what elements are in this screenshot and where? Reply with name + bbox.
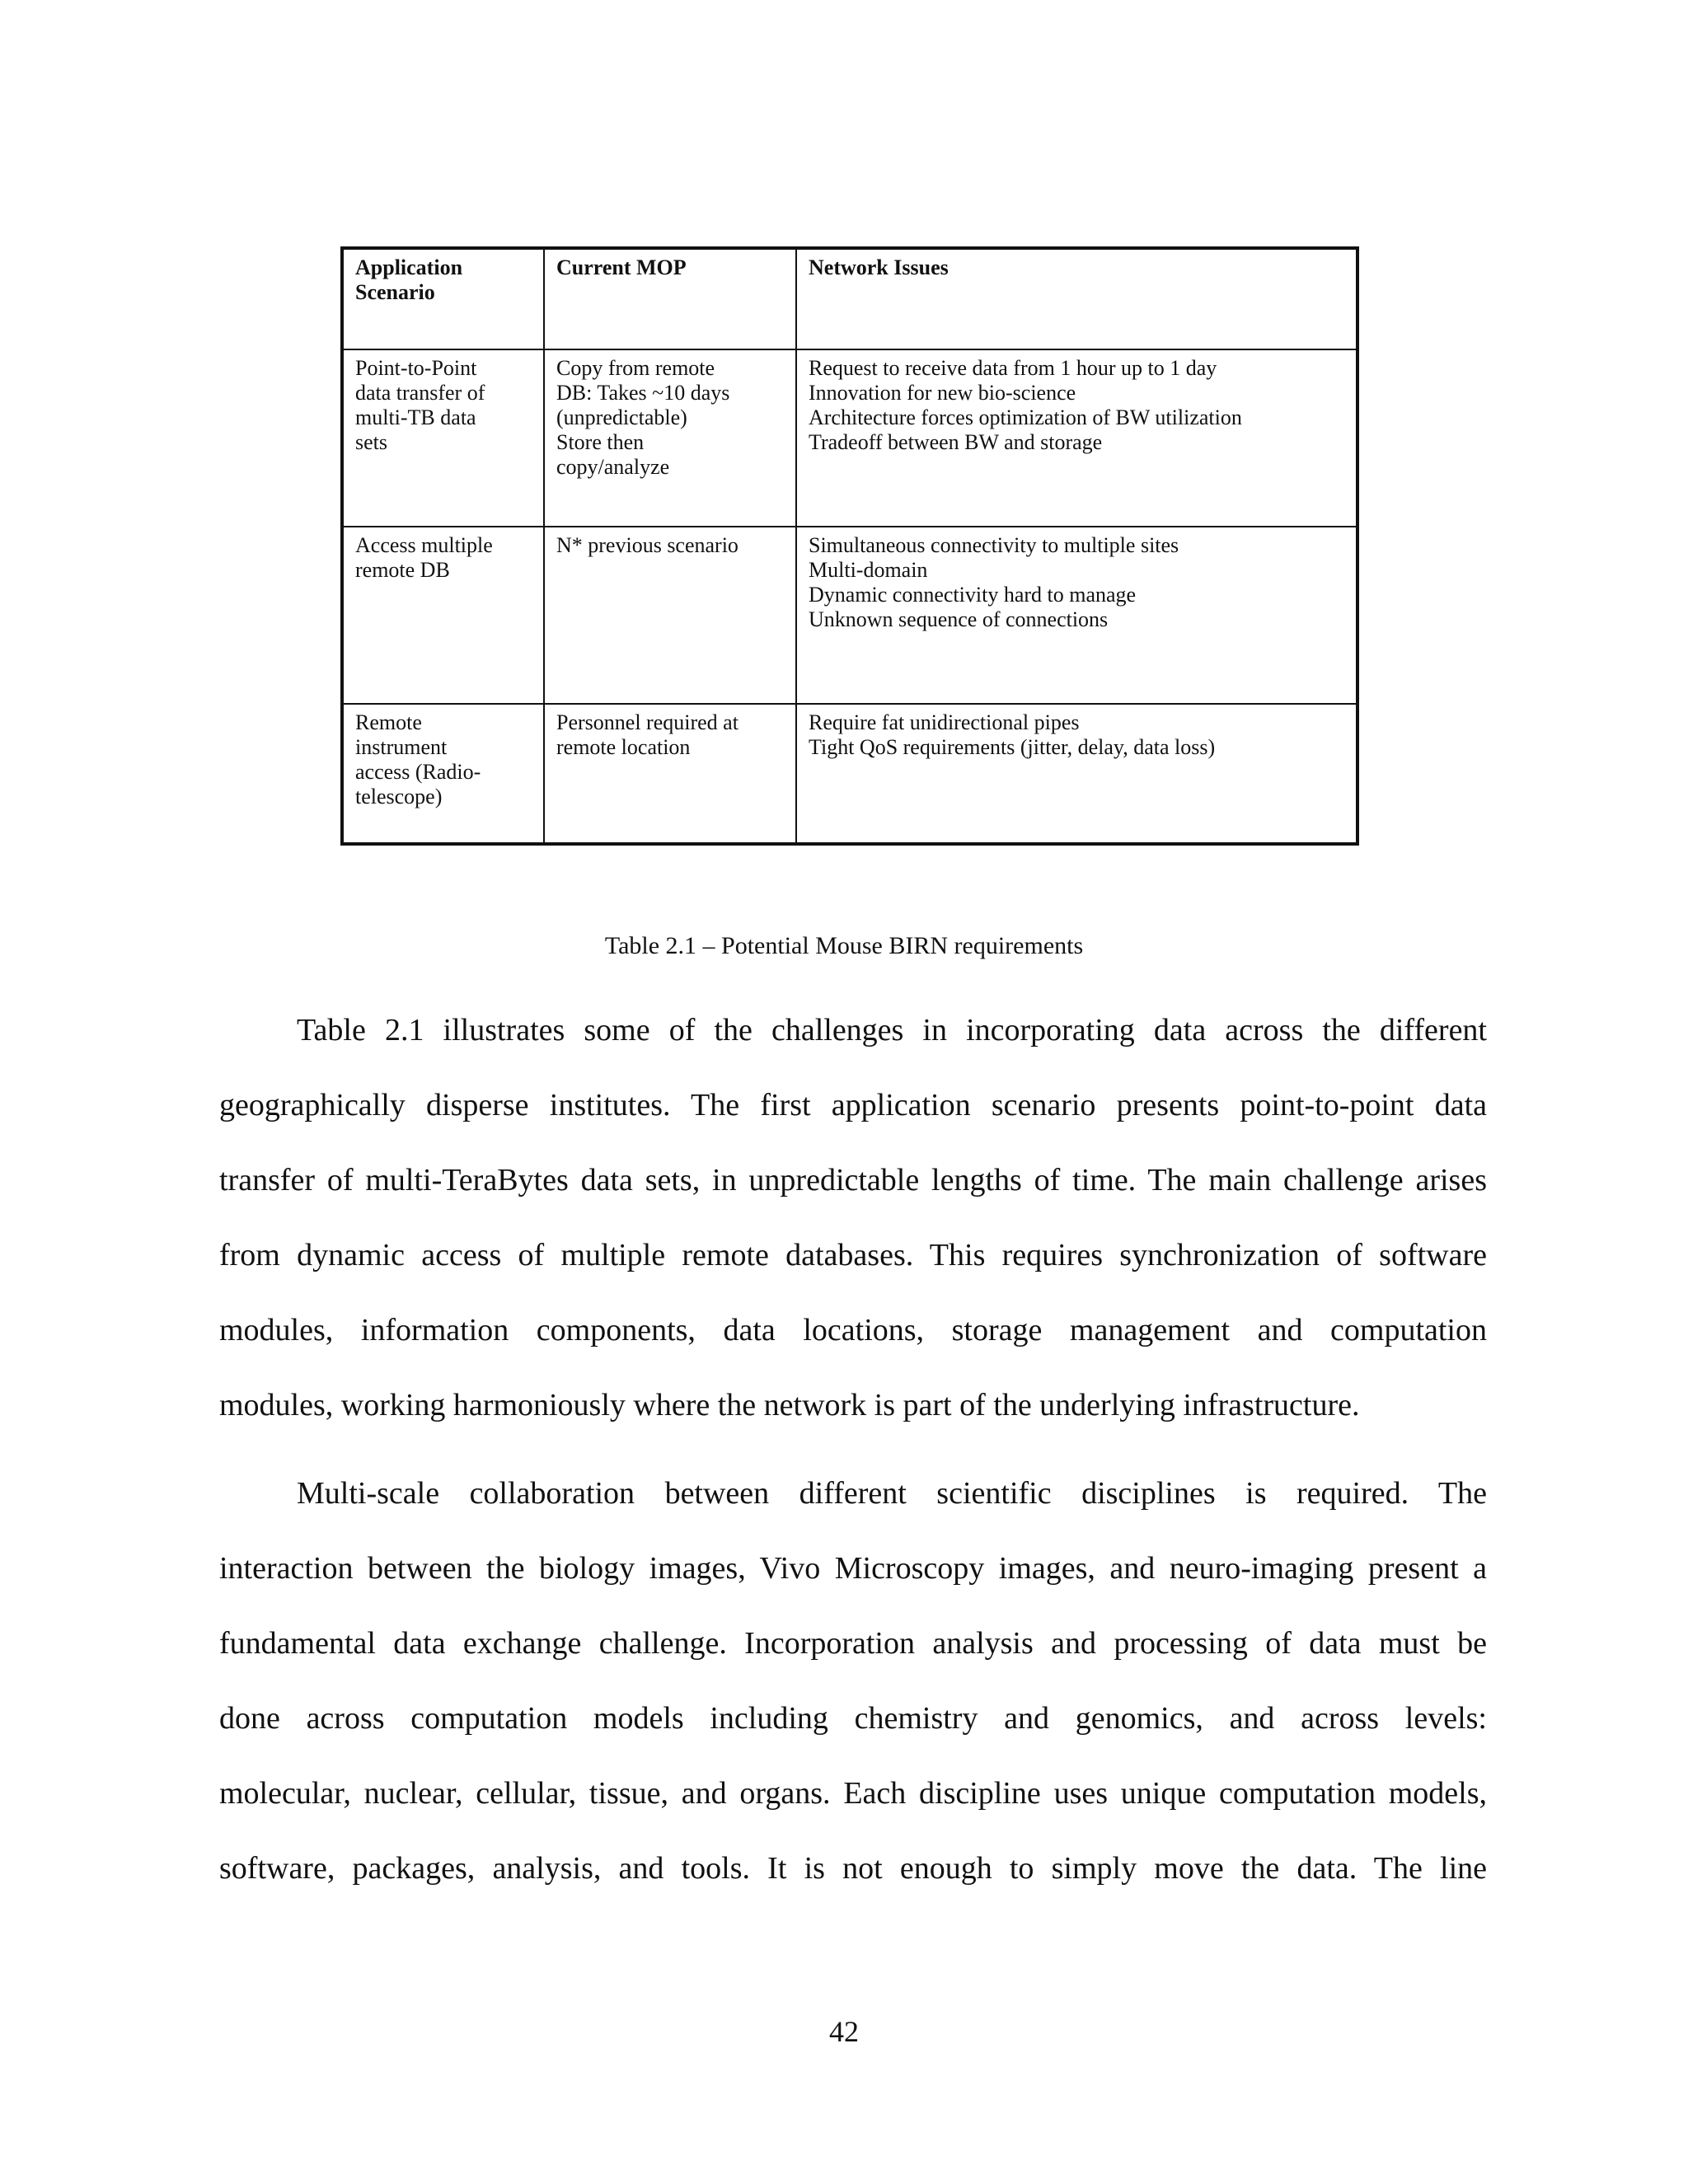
- cell-line: instrument: [355, 735, 448, 759]
- table-row: [342, 349, 1357, 527]
- table-cell-issues: [796, 349, 1357, 527]
- cell-line: Dynamic connectivity hard to manage: [809, 583, 1137, 607]
- cell-line: Multi-domain: [809, 558, 928, 582]
- text-line: geographically disperse institutes. The first application scenario presents point-to-point data: [219, 1088, 1487, 1122]
- header-network-issues: [796, 248, 1357, 349]
- text-line: done across computation models including chemistry and genomics, and across levels:: [219, 1701, 1487, 1736]
- cell-line: data transfer of: [355, 381, 485, 405]
- cell-line: sets: [355, 430, 387, 454]
- text-line: molecular, nuclear, cellular, tissue, and organs. Each discipline uses unique computation models,: [219, 1776, 1487, 1811]
- text-line: modules, information components, data locations, storage management and computation: [219, 1313, 1487, 1347]
- cell-line: access (Radio-: [355, 760, 481, 784]
- table-cell-scenario: [342, 349, 544, 527]
- table-row: [342, 704, 1357, 844]
- header-application-scenario: [342, 248, 544, 349]
- table-cell-mop: [544, 704, 796, 844]
- cell-line: Require fat unidirectional pipes: [809, 710, 1080, 734]
- cell-line: N* previous scenario: [556, 533, 738, 557]
- table-caption: Table 2.1 – Potential Mouse BIRN requirements: [604, 932, 1084, 959]
- paragraph: [219, 1012, 1487, 1462]
- cell-line: remote location: [556, 735, 691, 759]
- table-header-row: [342, 248, 1357, 349]
- table-row: [342, 527, 1357, 704]
- table-cell-scenario: [342, 527, 544, 704]
- text-line: Table 2.1 illustrates some of the challenges in incorporating data across the different: [297, 1013, 1487, 1047]
- text-line: modules, working harmoniously where the network is part of the underlying infrastructure.: [219, 1388, 1360, 1422]
- header-line: Current MOP: [556, 255, 687, 279]
- cell-line: Tradeoff between BW and storage: [809, 430, 1103, 454]
- text-line: interaction between the biology images, Vivo Microscopy images, and neuro-imaging present a: [219, 1551, 1487, 1586]
- header-line: Network Issues: [809, 255, 949, 279]
- cell-line: Remote: [355, 710, 422, 734]
- table-cell-issues: [796, 527, 1357, 704]
- cell-line: Request to receive data from 1 hour up to 1 day: [809, 356, 1217, 380]
- cell-line: Point-to-Point: [355, 356, 477, 380]
- paragraph: [219, 1475, 1487, 1925]
- cell-line: remote DB: [355, 558, 450, 582]
- table-cell-mop: [544, 527, 796, 704]
- cell-line: Store then: [556, 430, 645, 454]
- cell-line: Access multiple: [355, 533, 493, 557]
- header-line: Scenario: [355, 280, 435, 304]
- requirements-table: [340, 246, 1359, 846]
- cell-line: (unpredictable): [556, 405, 687, 429]
- cell-line: Unknown sequence of connections: [809, 607, 1109, 631]
- cell-line: copy/analyze: [556, 455, 670, 479]
- text-line: fundamental data exchange challenge. Incorporation analysis and processing of data must be: [219, 1626, 1487, 1661]
- cell-line: telescope): [355, 785, 443, 808]
- cell-line: Tight QoS requirements (jitter, delay, data loss): [809, 735, 1216, 759]
- header-current-mop: [544, 248, 796, 349]
- table-cell-mop: [544, 349, 796, 527]
- text-line: transfer of multi-TeraBytes data sets, in unpredictable lengths of time. The main challenge arises: [219, 1163, 1487, 1197]
- text-line: Multi-scale collaboration between different scientific disciplines is required. The: [297, 1476, 1487, 1511]
- table-cell-issues: [796, 704, 1357, 844]
- cell-line: Architecture forces optimization of BW utilization: [809, 405, 1242, 429]
- cell-line: Simultaneous connectivity to multiple sites: [809, 533, 1179, 557]
- cell-line: multi-TB data: [355, 405, 476, 429]
- table-cell-scenario: [342, 704, 544, 844]
- text-line: software, packages, analysis, and tools. It is not enough to simply move the data. The line: [219, 1851, 1487, 1886]
- header-line: Application: [355, 255, 463, 279]
- cell-line: Innovation for new bio-science: [809, 381, 1076, 405]
- cell-line: DB: Takes ~10 days: [556, 381, 730, 405]
- cell-line: Personnel required at: [556, 710, 738, 734]
- cell-line: Copy from remote: [556, 356, 715, 380]
- text-line: from dynamic access of multiple remote databases. This requires synchronization of software: [219, 1238, 1487, 1272]
- page-number: 42: [829, 2015, 859, 2048]
